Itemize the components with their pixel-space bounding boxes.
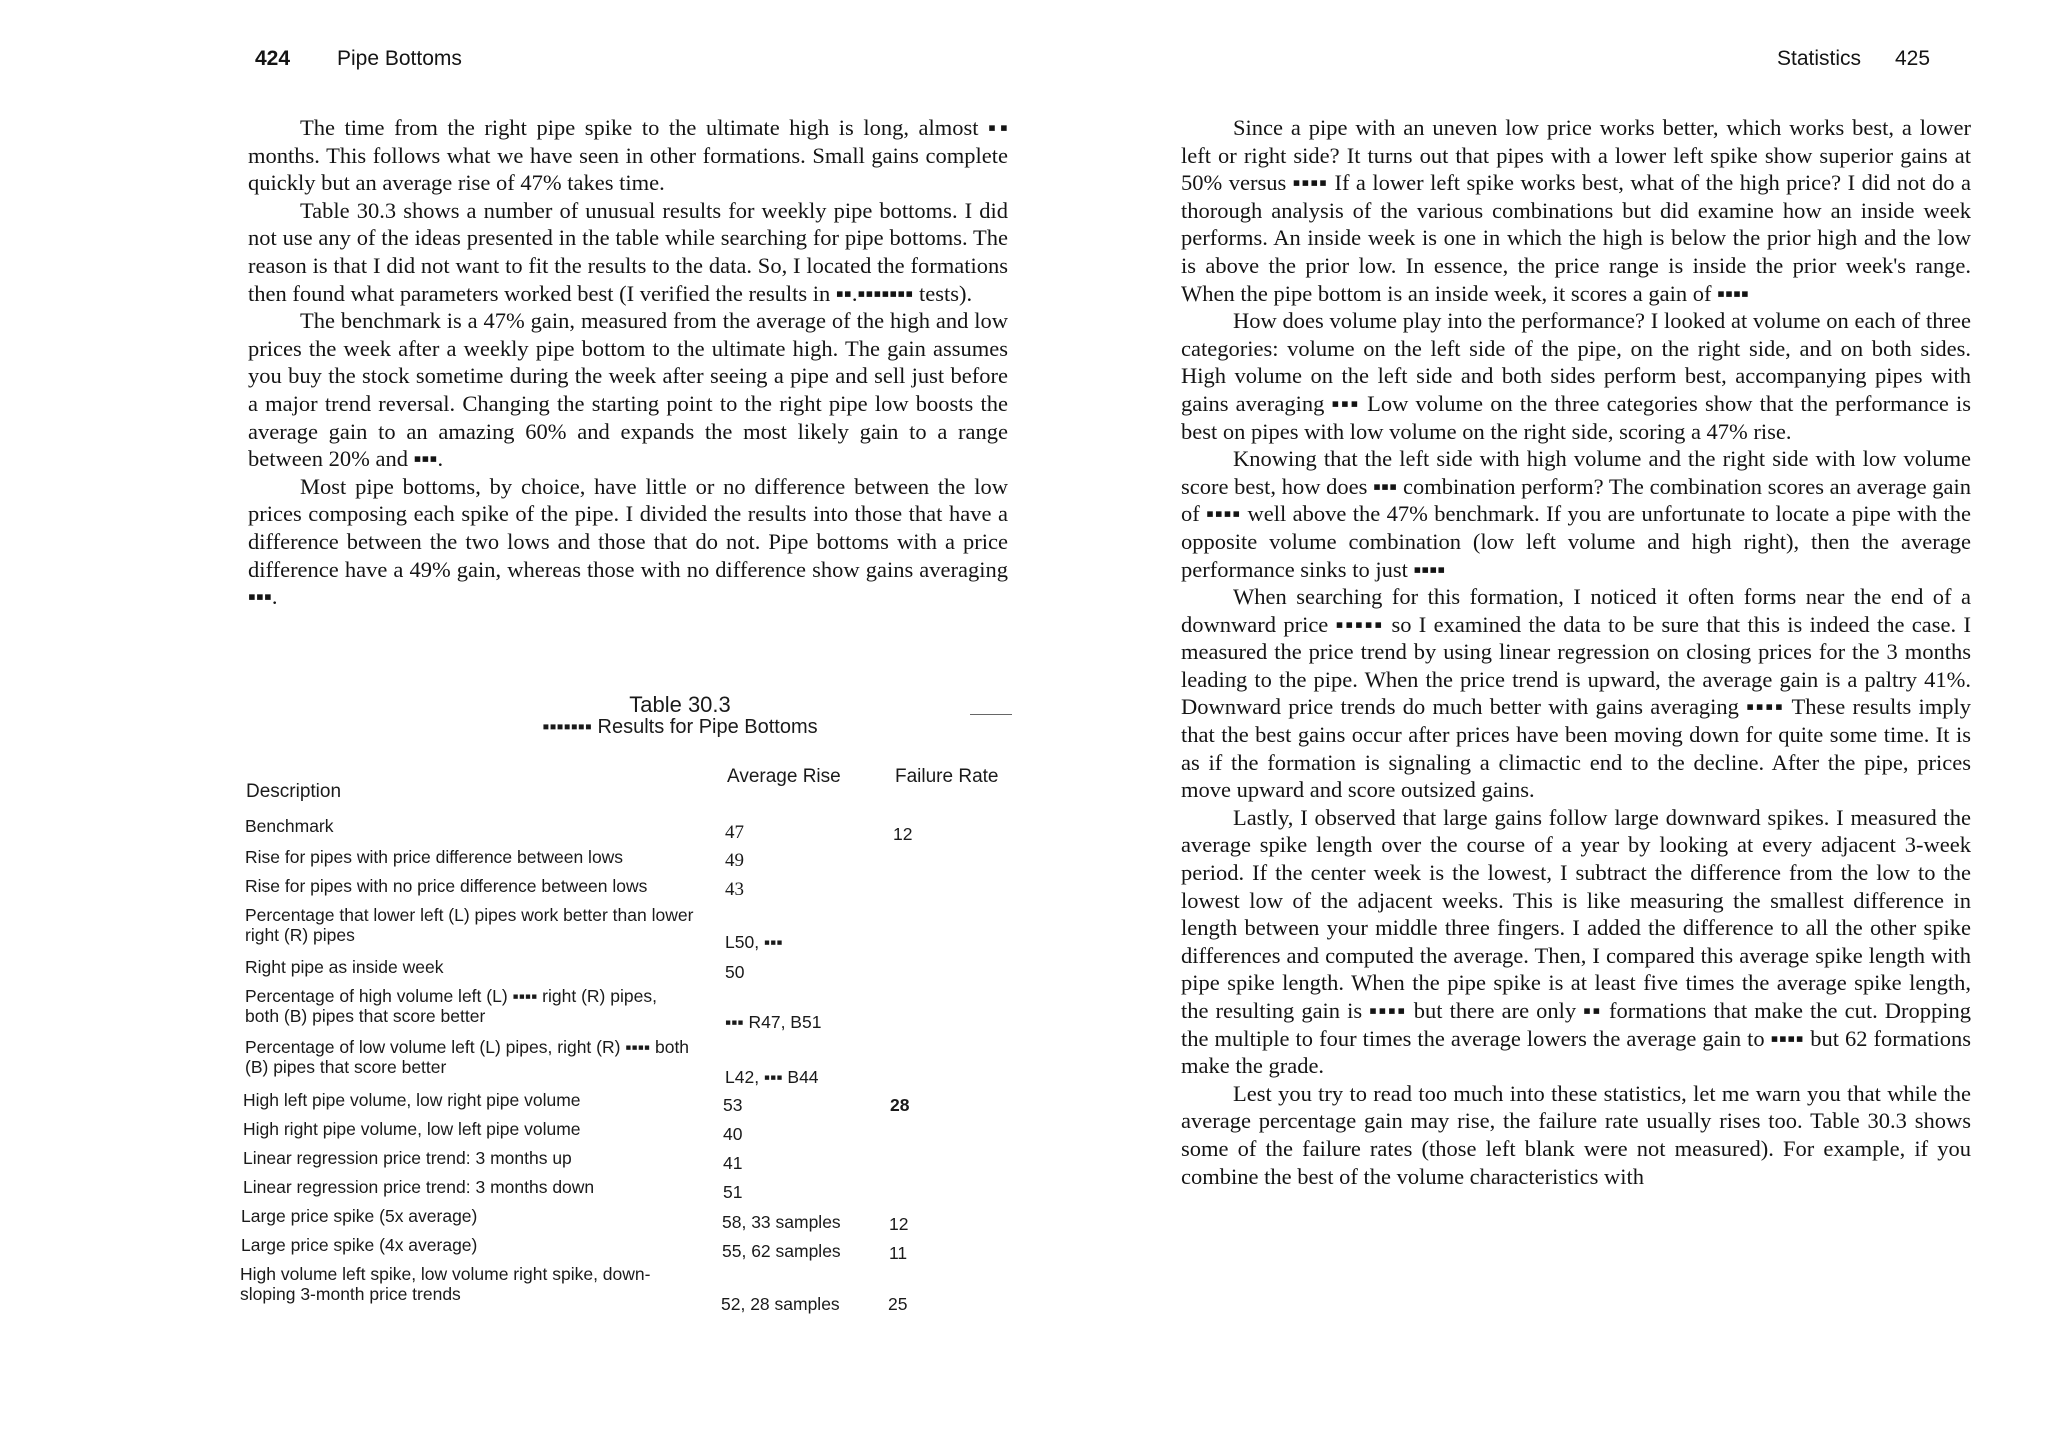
table-header-rule: [970, 714, 1012, 715]
paragraph: When searching for this formation, I noticed it often forms near the end of a downward price ▪▪▪▪▪ so I examined the data to be sure that this is indeed the case. I measured the price trend by using linear regression on closing prices for the 3 months leading to the pipe. When the price trend is upward, the average gain is a paltry 41%. Downward price trends do much better with gains averaging ▪▪▪▪ These results imply that the best gains occur after prices have been moving down for quite some time. It is as if the formation is signaling a climactic end to the decline. After the pipe, prices move upward and score outsized gains.: [1181, 584, 1971, 803]
row-average-rise: 55, 62 samples: [722, 1241, 841, 1261]
left-running-title: Pipe Bottoms: [337, 47, 462, 70]
paragraph: Knowing that the left side with high volume and the right side with low volume score best, how does ▪▪▪ combination perform? The combination scores an average gain of ▪▪▪▪ well above the 47% benchmark. If you are unfortunate to locate a pipe with the opposite volume combination (low left volume and high right), then the average performance sinks to just ▪▪▪▪: [1181, 446, 1971, 582]
row-average-rise: 43: [725, 879, 744, 900]
row-description: Linear regression price trend: 3 months up: [243, 1148, 572, 1168]
paragraph: Table 30.3 shows a number of unusual results for weekly pipe bottoms. I did not use any of the ideas presented in the table while searching for pipe bottoms. The reason is that I did not want to fit the results to the data. So, I located the formations then found what parameters worked best (I verified the results in ▪▪.▪▪▪▪▪▪▪ tests).: [248, 197, 1008, 306]
paragraph: Since a pipe with an uneven low price works better, which works best, a lower left or right side? It turns out that pipes with a lower left spike show superior gains at 50% versus ▪▪▪▪ If a lower left spike works best, what of the high price? I did not do a thorough analysis of the various combinations but did examine how an inside week performs. An inside week is one in which the high is below the prior high and the low is above the prior low. In essence, the price range is inside the prior week's range. When the pipe bottom is an inside week, it scores a gain of ▪▪▪▪: [1181, 115, 1971, 306]
paragraph: Most pipe bottoms, by choice, have little or no difference between the low prices composing each spike of the pipe. I divided the results into those that have a difference between the two lows and those that do not. Pipe bottoms with a price difference have a 49% gain, whereas those with no difference show gains averaging ▪▪▪.: [248, 473, 1008, 610]
row-description: Rise for pipes with price difference between lows: [245, 847, 624, 867]
row-average-rise: L50, ▪▪▪: [725, 932, 783, 952]
row-description: Benchmark: [245, 816, 334, 836]
row-description: Rise for pipes with no price difference between lows: [245, 876, 648, 896]
row-description: Percentage of high volume left (L) ▪▪▪▪ right (R) pipes, both (B) pipes that score better: [245, 986, 657, 1026]
right-page-number: 425: [1895, 47, 1931, 70]
paragraph: The benchmark is a 47% gain, measured from the average of the high and low prices the week after a weekly pipe bottom to the ultimate high. The gain assumes you buy the stock sometime during the week after seeing a pipe and sell just before a major trend reversal. Changing the starting point to the right pipe low boosts the average gain to an amazing 60% and expands the most likely gain to a range between 20% and ▪▪▪.: [248, 308, 1008, 472]
row-failure-rate: 12: [893, 824, 913, 844]
row-average-rise: 52, 28 samples: [721, 1294, 840, 1314]
row-average-rise: 40: [723, 1124, 743, 1144]
row-average-rise: 53: [723, 1095, 743, 1115]
row-description: High right pipe volume, low left pipe volume: [243, 1119, 581, 1139]
row-description: High volume left spike, low volume right spike, down-sloping 3-month price trends: [240, 1264, 651, 1304]
row-average-rise: 50: [725, 962, 745, 982]
row-description: Percentage of low volume left (L) pipes, right (R) ▪▪▪▪ both (B) pipes that score better: [245, 1037, 690, 1077]
row-average-rise: 49: [725, 850, 744, 871]
row-average-rise: 58, 33 samples: [722, 1212, 841, 1232]
row-failure-rate: 25: [888, 1294, 908, 1314]
row-description: Percentage that lower left (L) pipes work better than lower right (R) pipes: [245, 905, 694, 945]
row-average-rise: 47: [725, 822, 744, 843]
row-description: Right pipe as inside week: [245, 957, 444, 977]
right-running-title: Statistics: [1777, 47, 1862, 70]
header-average-rise: Average Rise: [727, 766, 841, 787]
row-average-rise: ▪▪▪ R47, B51: [725, 1012, 822, 1032]
table-subtitle: ▪▪▪▪▪▪▪ Results for Pipe Bottoms: [542, 716, 818, 738]
row-description: Large price spike (4x average): [241, 1235, 478, 1255]
row-description: Linear regression price trend: 3 months down: [243, 1177, 595, 1197]
row-description: High left pipe volume, low right pipe volume: [243, 1090, 581, 1110]
row-average-rise: L42, ▪▪▪ B44: [725, 1067, 819, 1087]
paragraph: How does volume play into the performance? I looked at volume on each of three categories: volume on the left side of the pipe, on the right side, and on both sides. High volume on the left side and both sides perform best, accompanying pipes with gains averaging ▪▪▪ Low volume on the three categories show that the performance is best on pipes with low volume on the right side, scoring a 47% rise.: [1181, 308, 1971, 444]
row-average-rise: 41: [723, 1153, 743, 1173]
row-average-rise: 51: [723, 1182, 743, 1202]
right-body-text: [1181, 114, 1971, 1190]
header-description: Description: [246, 781, 342, 802]
paragraph: Lastly, I observed that large gains follow large downward spikes. I measured the average spike length over the course of a year by looking at every adjacent 3-week period. If the center week is the lowest, I subtract the difference from the low to the lowest low of the adjacent weeks. This is like measuring the smallest difference in length between your middle three fingers. I added the difference to all the other spike differences and computed the average. Then, I compared this average spike length with pipe spike length. When the pipe spike is at least five times the average spike length, the resulting gain is ▪▪▪▪ but there are only ▪▪ formations that make the cut. Dropping the multiple to four times the average lowers the average gain to ▪▪▪▪ but 62 formations make the grade.: [1181, 804, 1971, 1079]
header-failure-rate: Failure Rate: [895, 766, 999, 787]
paragraph: The time from the right pipe spike to the ultimate high is long, almost ▪▪ months. This follows what we have seen in other formations. Small gains complete quickly but an average rise of 47% takes time.: [248, 115, 1008, 196]
row-failure-rate: 12: [889, 1214, 909, 1234]
right-page: [1024, 0, 2048, 1447]
left-page-number: 424: [255, 47, 291, 70]
row-failure-rate: 28: [890, 1095, 910, 1115]
paragraph: Lest you try to read too much into these statistics, let me warn you that while the average percentage gain may rise, the failure rate usually rises too. Table 30.3 shows some of the failure rates (those left blank were not measured). For example, if you combine the best of the volume characteristics with: [1181, 1080, 1971, 1189]
row-failure-rate: 11: [889, 1243, 908, 1263]
table-title: Table 30.3: [629, 692, 731, 717]
row-description: Large price spike (5x average): [241, 1206, 478, 1226]
left-body-text: [248, 114, 1008, 611]
